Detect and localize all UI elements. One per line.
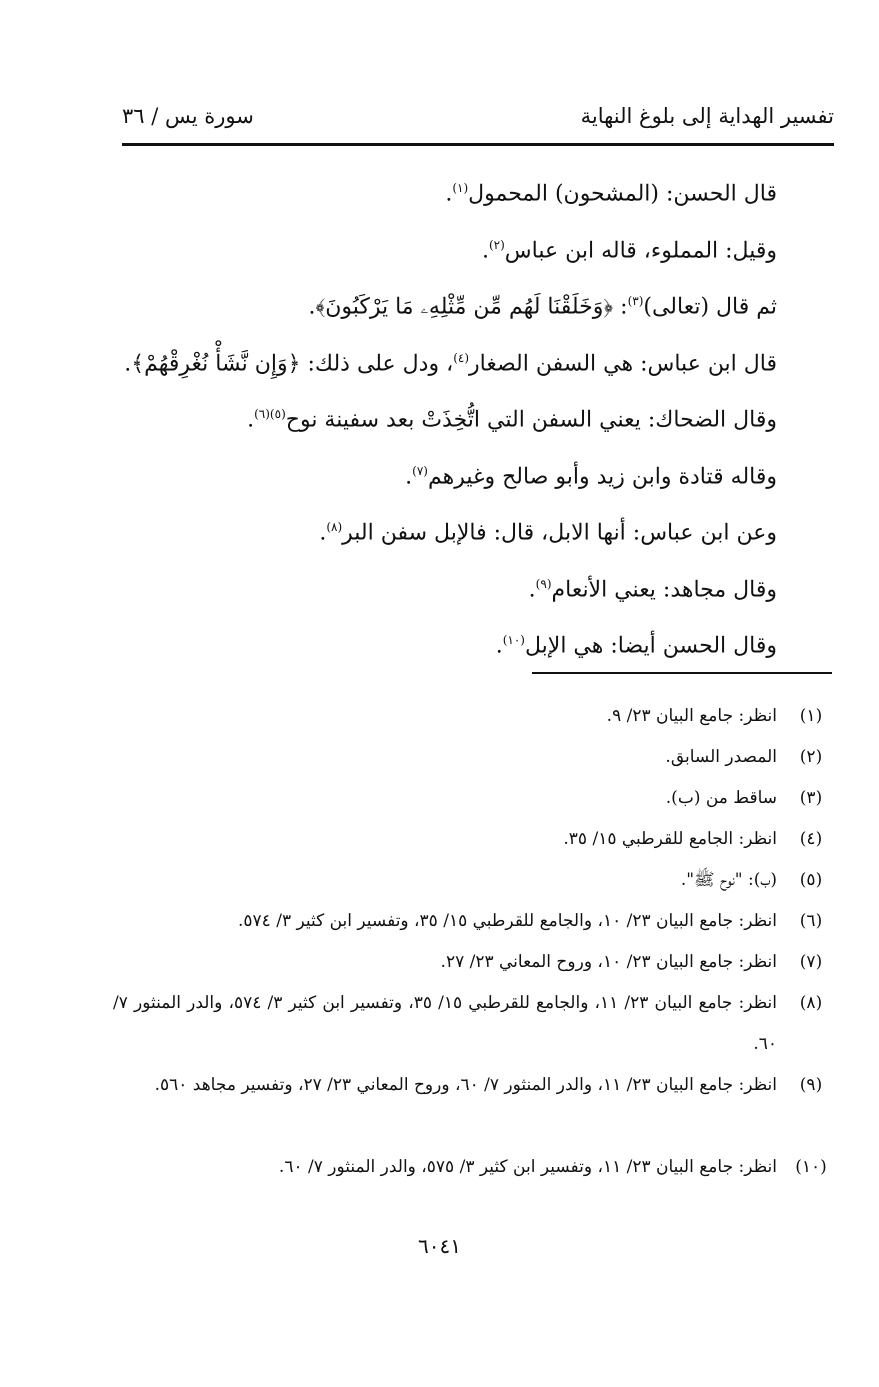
footnote-number: (٤) [799, 829, 823, 849]
footnote [111, 1147, 831, 1188]
footnote [111, 901, 831, 942]
footnote-text: انظر: جامع البيان ٢٣/ ١١، والجامع للقرطبي ١٥/ ٣٥، وتفسير ابن كثير ٣/ ٥٧٤، والدر المنثور ٧/ ٦٠. [113, 993, 777, 1054]
footnote-text: ساقط من (ب). [665, 788, 777, 808]
footnote-text: انظر: جامع البيان ٢٣/ ٩. [606, 706, 777, 726]
footnote-number: (٣) [799, 788, 823, 808]
text-line: وقيل: المملوء، قاله ابن عباس$^{(٢)}$. [481, 237, 777, 263]
footnote-number: (١) [799, 706, 823, 726]
footnote-ref: (٨) [326, 520, 343, 534]
footnote-text: انظر: الجامع للقرطبي ١٥/ ٣٥. [563, 829, 777, 849]
footnote-ref: (٤) [453, 350, 470, 365]
footnote [111, 1065, 831, 1147]
footnote-text: (ب): "نوح ﷺ". [680, 870, 777, 890]
book-title: تفسير الهداية إلى بلوغ النهاية [580, 104, 834, 128]
text-line: وقاله قتادة وابن زيد وأبو صالح وغيرهم$^{(٧)}$. [405, 463, 777, 489]
header-rule [122, 143, 834, 146]
footnote [111, 983, 831, 1065]
footnote [111, 860, 831, 901]
text-line: قال ابن عباس: هي السفن الصغار$^{(٤)}$، ودل على ذلك: ﴿وَإِن نَّشَأْ نُغْرِقْهُمْ﴾. [124, 350, 777, 376]
footnote-ref: (٣) [627, 294, 644, 308]
footnote-text: انظر: جامع البيان ٢٣/ ١٠، والجامع للقرطبي ١٥/ ٣٥، وتفسير ابن كثير ٣/ ٥٧٤. [237, 911, 777, 931]
text-line: وقال الحسن أيضا: هي الإبل$^{(١٠)}$. [495, 633, 777, 659]
text-line: ثم قال (تعالى)$^{(٣)}$: ﴿وَخَلَقْنَا لَهُم مِّن مِّثْلِهِۦ مَا يَرْكَبُونَ﴾. [308, 294, 777, 320]
text-line: وقال مجاهد: يعني الأنعام$^{(٩)}$. [528, 576, 777, 602]
footnote-ref: (١٠) [502, 633, 525, 647]
text-line: قال الحسن: (المشحون) المحمول$^{(١)}$. [445, 181, 777, 207]
footnote-ref: (٢) [488, 237, 505, 252]
footnote-number: (٦) [799, 911, 823, 931]
footnote-ref: (٩) [535, 576, 552, 591]
text-line: وقال الضحاك: يعني السفن التي اتُّخِذَتْ بعد سفينة نوح$^{(٥)(٦)}$. [247, 407, 777, 433]
surah-reference: سورة يس / ٣٦ [122, 104, 254, 128]
footnote-number: (٩) [799, 1075, 823, 1095]
footnote-text: انظر: جامع البيان ٢٣/ ١١، والدر المنثور ٧/ ٦٠، وروح المعاني ٢٣/ ٢٧، وتفسير مجاهد ٥٦٠. [154, 1075, 777, 1095]
page-number: ٦٠٤١ [418, 1234, 461, 1258]
footnote-ref: (٥)(٦) [254, 407, 286, 421]
footnote [111, 778, 831, 819]
footnote [111, 942, 831, 983]
footnote-text: انظر: جامع البيان ٢٣/ ١١، وتفسير ابن كثير ٣/ ٥٧٥، والدر المنثور ٧/ ٦٠. [278, 1157, 777, 1177]
footnote-number: (٧) [799, 952, 823, 972]
footnote-number: (٥) [799, 870, 823, 890]
footnote-number: (٢) [799, 747, 823, 767]
footnotes [111, 696, 831, 1188]
running-header [122, 98, 834, 138]
footnote [111, 737, 831, 778]
footnote [111, 819, 831, 860]
text-line: وعن ابن عباس: أنها الابل، قال: فالإبل سفن البر$^{(٨)}$. [319, 520, 777, 546]
footnote-ref: (١) [452, 181, 469, 195]
footnote-text: المصدر السابق. [665, 747, 777, 767]
footnote-ref: (٧) [412, 463, 428, 478]
footnote [111, 696, 831, 737]
footnote-text: انظر: جامع البيان ٢٣/ ١٠، وروح المعاني ٢٣/ ٢٧. [440, 952, 777, 972]
footnote-number: (١٠) [795, 1157, 827, 1177]
footnote-separator [532, 672, 832, 674]
main-text [97, 160, 777, 669]
footnote-number: (٨) [799, 993, 823, 1013]
